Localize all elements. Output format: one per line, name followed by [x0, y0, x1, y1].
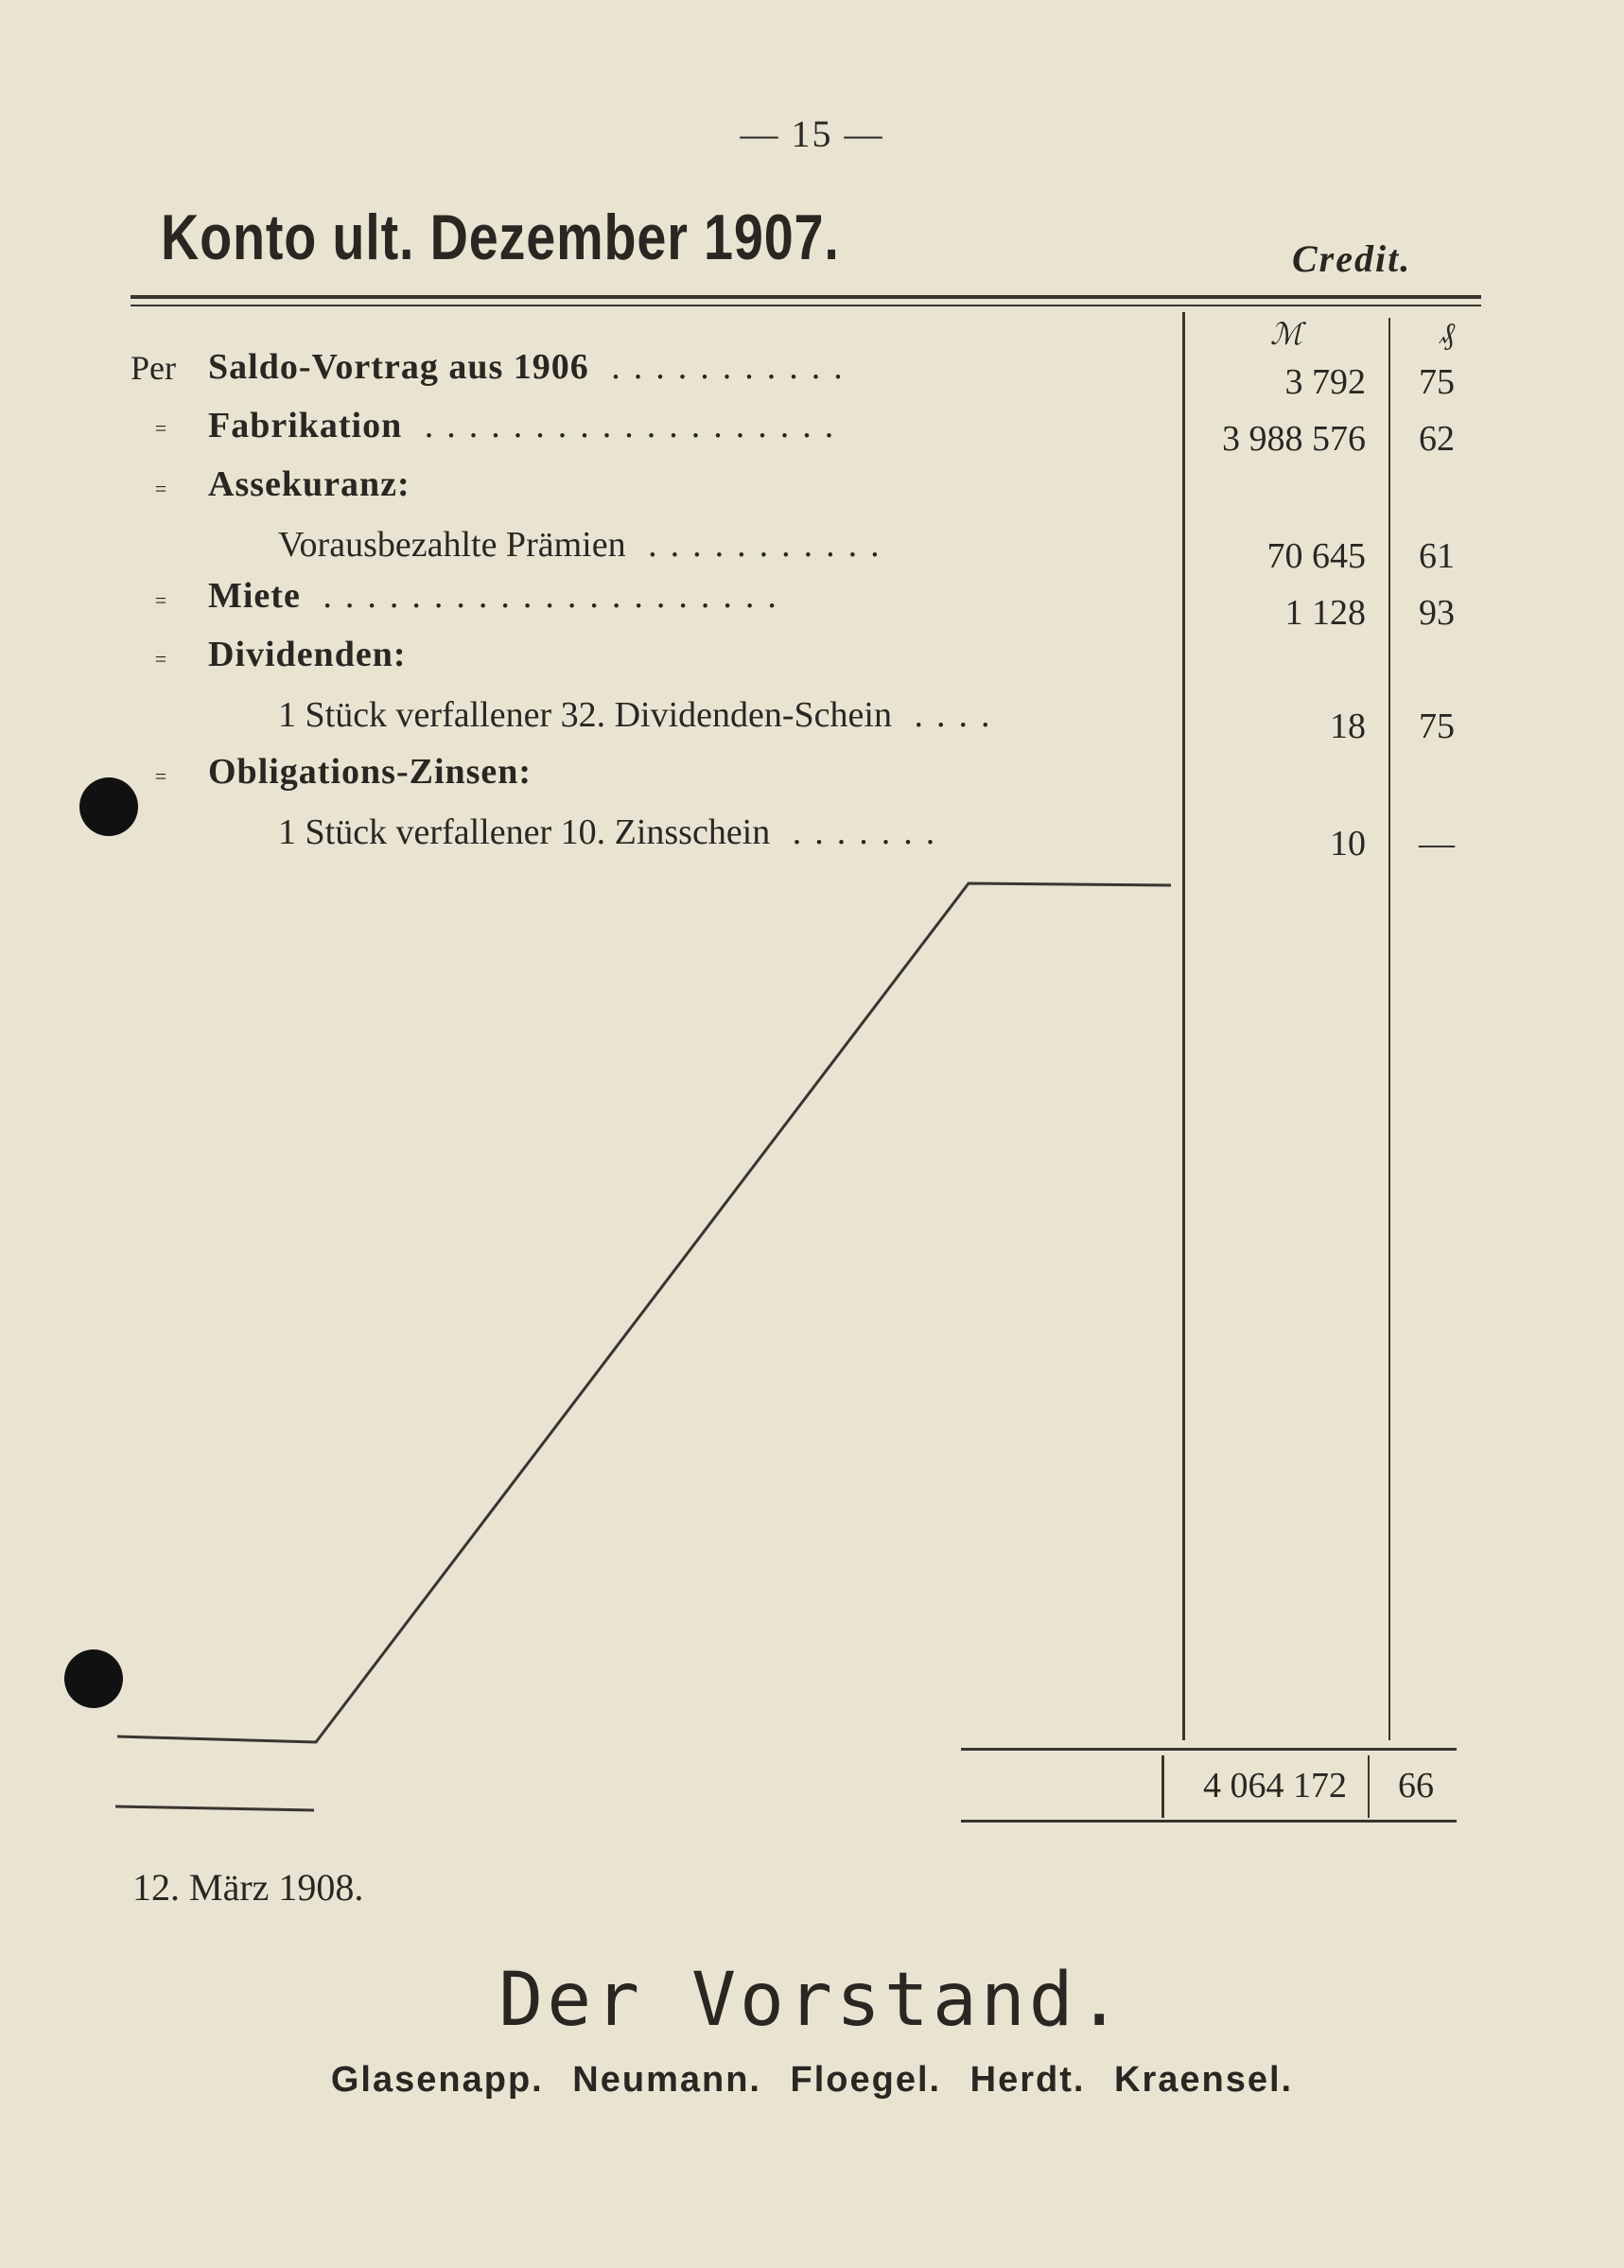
entry-label-text: Vorausbezahlte Prämien: [278, 525, 626, 565]
entry-label-text: Fabrikation: [208, 406, 403, 445]
entry-label-text: Dividenden:: [208, 635, 407, 674]
ditto-mark: =: [154, 764, 167, 788]
total-pfennig: 66: [1398, 1766, 1434, 1806]
ditto-mark: =: [154, 647, 167, 671]
entry-marks: 18: [1330, 707, 1366, 746]
page-number: — 15 —: [740, 113, 884, 155]
entry-pfennig: 75: [1419, 362, 1455, 402]
leader-dots: ....: [891, 695, 1004, 735]
entry-label-text: Assekuranz:: [208, 464, 410, 504]
entry-pfennig: 93: [1419, 593, 1455, 633]
entry-pfennig: 61: [1419, 536, 1455, 576]
page-title: Konto ult. Dezember 1907.: [161, 201, 840, 273]
entry-label-text: Obligations-Zinsen:: [208, 752, 533, 792]
entry-marks: 70 645: [1266, 536, 1366, 576]
entry-pfennig: —: [1419, 824, 1455, 864]
binding-hole-bottom: [64, 1649, 123, 1708]
leader-dots: .....................: [300, 576, 790, 616]
signatories: Glasenapp. Neumann. Floegel. Herdt. Kraensel.: [330, 2060, 1294, 2100]
entry-marks: 3 988 576: [1222, 419, 1366, 459]
ditto-mark: =: [154, 416, 167, 440]
ditto-mark: =: [154, 477, 167, 500]
signature-heading: Der Vorstand.: [498, 1958, 1126, 2043]
document-date: 12. März 1908.: [132, 1866, 364, 1909]
entry-pfennig: 75: [1419, 707, 1455, 746]
leader-dots: ...........: [625, 525, 893, 565]
entry-label-text: 1 Stück verfallener 10. Zinsschein: [278, 812, 771, 852]
binding-hole-top: [79, 777, 138, 836]
total-marks-divider: [1161, 1755, 1164, 1818]
entry-pfennig: 62: [1419, 419, 1455, 459]
ditto-mark: =: [154, 588, 167, 612]
total-marks: 4 064 172: [1203, 1766, 1347, 1806]
leader-dots: ...................: [402, 406, 847, 445]
leader-dots: ...........: [588, 347, 856, 387]
total-rule-bottom: [961, 1820, 1457, 1823]
entry-marks: 3 792: [1284, 362, 1366, 402]
total-rule-top: [961, 1748, 1457, 1751]
total-pfennig-divider: [1368, 1755, 1370, 1818]
entry-label-text: 1 Stück verfallener 32. Dividenden-Schein: [278, 695, 892, 735]
leader-dots: .......: [770, 812, 949, 852]
entry-label-text: Miete: [208, 576, 301, 616]
credit-label: Credit.: [1292, 237, 1412, 280]
entry-marks: 1 128: [1284, 593, 1366, 633]
entry-prefix: Per: [131, 349, 176, 387]
entry-label-text: Saldo-Vortrag aus 1906: [208, 347, 589, 387]
pfennig-column-header: ₰: [1440, 316, 1455, 350]
marks-column-header: ℳ: [1269, 317, 1303, 351]
entry-marks: 10: [1330, 824, 1366, 864]
